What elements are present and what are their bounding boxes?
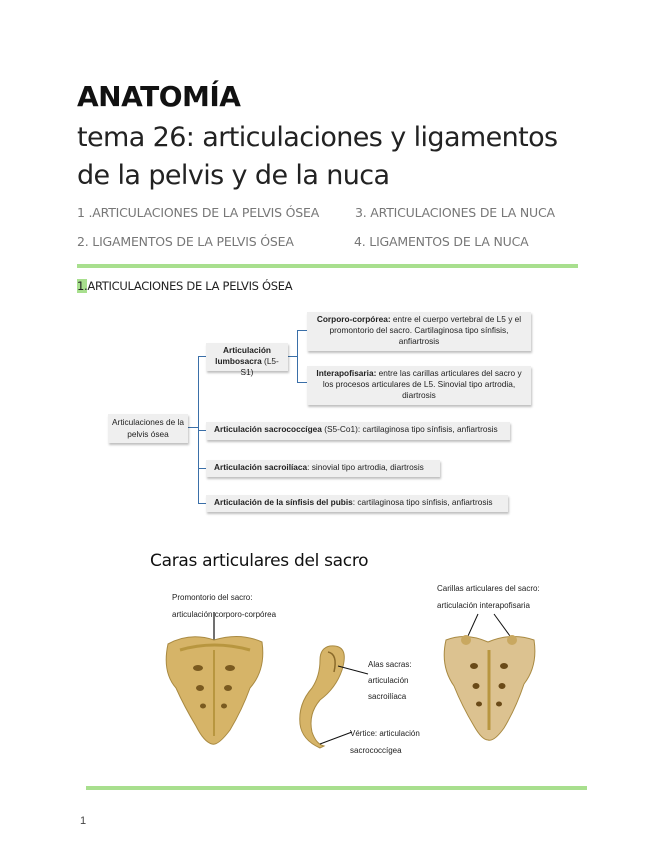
section-heading-text: ARTICULACIONES DE LA PELVIS ÓSEA — [87, 279, 293, 293]
label-alas-line3: sacroilíaca — [368, 692, 407, 701]
footer-divider — [86, 786, 587, 790]
sacrococcigea-name: Articulación sacrococcígea — [214, 424, 322, 434]
section-heading — [77, 279, 292, 293]
toc-item-3: 3. ARTICULACIONES DE LA NUCA — [355, 205, 555, 220]
label-carillas-line2: articulación interapofisaria — [437, 601, 530, 610]
interapo-detail: entre las carillas articulares del sacro y los procesos articulares de L5. Sinovial tipo artrodia, diartrosis — [322, 368, 522, 400]
sacrum-posterior-illustration — [440, 610, 540, 745]
label-carillas-line1: Carillas articulares del sacro: — [437, 584, 540, 593]
corporo-box — [307, 312, 531, 351]
sacrum-lateral-illustration — [290, 640, 370, 750]
interapo-name: Interapofisaria: — [316, 368, 377, 378]
label-promontorio-line2: articulación corporo-corpórea — [172, 610, 277, 619]
sacrum-anterior-illustration — [160, 610, 270, 750]
section-number: 1. — [77, 279, 88, 293]
lumbosacra-box — [206, 343, 288, 377]
corporo-name: Corporo-corpórea: — [316, 314, 391, 324]
connector-sinfisis — [198, 503, 206, 504]
label-promontorio-line1: Promontorio del sacro: — [172, 593, 253, 602]
sinfisis-box — [206, 495, 508, 512]
interapo-box — [307, 366, 531, 405]
sacrococcigea-box — [206, 422, 510, 440]
lumbosacra-name: Articulación lumbosacra — [215, 345, 271, 366]
label-alas-line1: Alas sacras: — [368, 660, 412, 669]
label-alas — [368, 657, 412, 705]
toc-item-2: 2. LIGAMENTOS DE LA PELVIS ÓSEA — [77, 234, 294, 249]
sacroiliaca-box — [206, 460, 440, 477]
toc-item-4: 4. LIGAMENTOS DE LA NUCA — [354, 234, 529, 249]
connector-interapo — [297, 382, 307, 383]
label-vertice-line1: Vértice: articulación — [350, 729, 420, 738]
document-title: ANATOMÍA — [77, 80, 241, 113]
sacroiliaca-detail: : sinovial tipo artrodia, diartrosis — [307, 462, 424, 472]
toc-item-1: 1 .ARTICULACIONES DE LA PELVIS ÓSEA — [77, 205, 320, 220]
label-vertice-line2: sacrococcígea — [350, 746, 402, 755]
connector-sacroiliaca — [198, 468, 206, 469]
label-carillas — [437, 580, 540, 614]
sinfisis-detail: : cartilaginosa tipo sínfisis, anfiartrosis — [352, 497, 493, 507]
page-number: 1 — [80, 815, 87, 827]
diagram-root-box: Articulaciones de la pelvis ósea — [108, 414, 188, 443]
figure-title: Caras articulares del sacro — [150, 551, 369, 571]
lumbosacra-detail: (L5-S1) — [240, 356, 279, 377]
connector-sacrococcigea — [198, 430, 206, 431]
sacrococcigea-detail: (S5-Co1): cartilaginosa tipo sínfisis, anfiartrosis — [321, 424, 498, 434]
connector-lumbo-trunk — [297, 330, 298, 382]
connector-lumbosacra — [198, 356, 206, 357]
corporo-detail: entre el cuerpo vertebral de L5 y el promontorio del sacro. Cartilaginosa tipo sínfisis, anfiartrosis — [329, 314, 522, 346]
connector-root — [188, 427, 198, 428]
connector-corporo — [297, 330, 307, 331]
document-subtitle: tema 26: articulaciones y ligamentos de la pelvis y de la nuca — [77, 122, 558, 191]
sinfisis-name: Articulación de la sínfisis del pubis — [214, 497, 353, 507]
section-divider — [77, 264, 578, 268]
label-alas-line2: articulación — [368, 676, 409, 685]
sacroiliaca-name: Articulación sacroilíaca — [214, 462, 308, 472]
